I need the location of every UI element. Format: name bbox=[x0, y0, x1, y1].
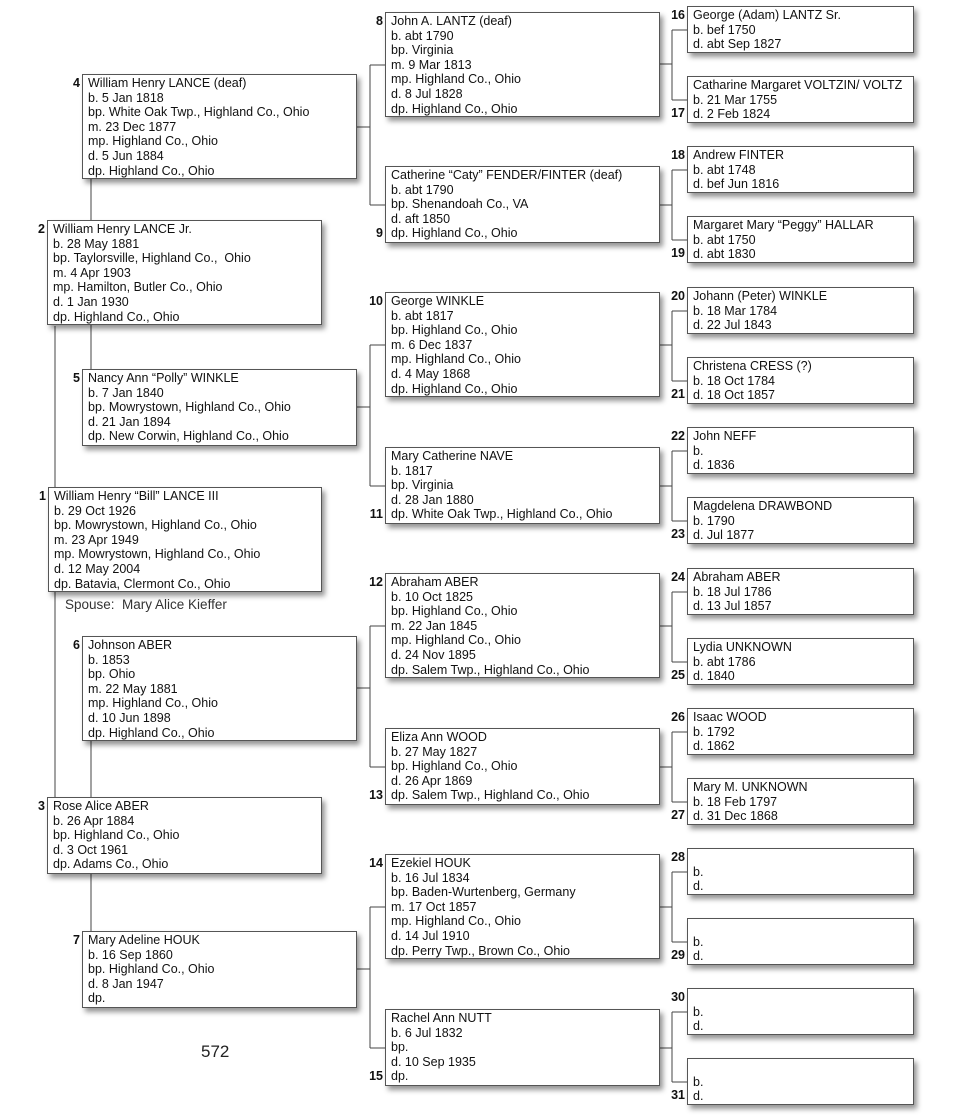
person-fact: bp. Mowrystown, Highland Co., Ohio bbox=[88, 400, 291, 415]
person-box-27 bbox=[671, 778, 914, 825]
person-fact: dp. Highland Co., Ohio bbox=[391, 381, 518, 396]
person-fact: d. bbox=[693, 949, 704, 964]
person-fact: b. 18 Oct 1784 bbox=[693, 373, 776, 388]
person-box-10 bbox=[369, 292, 660, 397]
person-fact: b. bbox=[693, 1074, 704, 1089]
person-name: Nancy Ann “Polly” WINKLE bbox=[88, 371, 239, 385]
ahnentafel-number: 9 bbox=[376, 226, 383, 241]
connector-line bbox=[660, 872, 687, 942]
person-fact: b. 1817 bbox=[391, 463, 433, 478]
person-box-23 bbox=[671, 497, 914, 544]
person-fact: b. 28 May 1881 bbox=[53, 236, 140, 251]
person-fact: d. 28 Jan 1880 bbox=[391, 492, 474, 507]
person-name: Mary M. UNKNOWN bbox=[693, 780, 808, 794]
person-box-15 bbox=[369, 1009, 660, 1086]
person-name: William Henry LANCE (deaf) bbox=[88, 76, 247, 90]
person-name: Mary Adeline HOUK bbox=[88, 933, 200, 947]
person-fact: bp. bbox=[391, 1040, 409, 1055]
person-fact: b. abt 1817 bbox=[391, 308, 454, 323]
ahnentafel-number: 1 bbox=[39, 489, 46, 503]
person-name: Johann (Peter) WINKLE bbox=[693, 289, 828, 303]
person-box-8 bbox=[376, 12, 660, 117]
connector-line bbox=[357, 626, 385, 767]
person-fact: mp. Hamilton, Butler Co., Ohio bbox=[53, 280, 223, 295]
person-fact: bp. Shenandoah Co., VA bbox=[391, 197, 529, 212]
person-fact: mp. Mowrystown, Highland Co., Ohio bbox=[54, 547, 261, 562]
ahnentafel-number: 29 bbox=[671, 948, 685, 963]
person-name: Catherine “Caty” FENDER/FINTER (deaf) bbox=[391, 168, 623, 182]
person-fact: dp. Batavia, Clermont Co., Ohio bbox=[54, 576, 231, 591]
person-fact: m. 6 Dec 1837 bbox=[391, 337, 473, 352]
person-fact: bp. Highland Co., Ohio bbox=[88, 962, 215, 977]
connector-line bbox=[660, 311, 687, 381]
ahnentafel-number: 28 bbox=[671, 850, 685, 864]
ahnentafel-number: 31 bbox=[671, 1088, 685, 1103]
person-fact: b. 10 Oct 1825 bbox=[391, 589, 474, 604]
person-fact: b. 18 Mar 1784 bbox=[693, 303, 778, 318]
person-name: Johnson ABER bbox=[88, 638, 173, 652]
person-fact: b. 16 Jul 1834 bbox=[391, 870, 470, 885]
ahnentafel-number: 6 bbox=[73, 638, 80, 652]
person-fact: bp. Highland Co., Ohio bbox=[391, 759, 518, 774]
person-name: Isaac WOOD bbox=[693, 710, 767, 724]
person-fact: d. 26 Apr 1869 bbox=[391, 773, 473, 788]
person-box-25 bbox=[671, 638, 914, 685]
person-fact: d. 5 Jun 1884 bbox=[88, 148, 164, 163]
person-fact: d. aft 1850 bbox=[391, 211, 451, 226]
person-fact: d. 1840 bbox=[693, 669, 735, 684]
person-name: Lydia UNKNOWN bbox=[693, 640, 792, 654]
person-fact: b. 18 Jul 1786 bbox=[693, 584, 772, 599]
person-fact: mp. Highland Co., Ohio bbox=[391, 352, 521, 367]
person-box-3 bbox=[38, 797, 322, 874]
person-name: Ezekiel HOUK bbox=[391, 856, 471, 870]
ahnentafel-number: 23 bbox=[671, 527, 685, 542]
person-fact: bp. Ohio bbox=[88, 667, 136, 682]
person-fact: b. 1790 bbox=[693, 513, 735, 528]
person-fact: b. bbox=[693, 934, 704, 949]
connector-line bbox=[357, 65, 385, 205]
ahnentafel-number: 10 bbox=[369, 294, 383, 308]
person-fact: dp. Highland Co., Ohio bbox=[88, 725, 215, 740]
person-box-29 bbox=[671, 918, 914, 965]
person-fact: bp. Mowrystown, Highland Co., Ohio bbox=[54, 518, 257, 533]
person-fact: d. 8 Jan 1947 bbox=[88, 976, 164, 991]
person-fact: b. 27 May 1827 bbox=[391, 744, 478, 759]
person-fact: m. 17 Oct 1857 bbox=[391, 899, 477, 914]
ahnentafel-number: 18 bbox=[671, 148, 685, 162]
ahnentafel-number: 27 bbox=[671, 808, 685, 823]
person-fact: d. bbox=[693, 1089, 704, 1104]
person-name bbox=[693, 920, 909, 935]
ahnentafel-number: 2 bbox=[38, 222, 45, 236]
person-fact: dp. Salem Twp., Highland Co., Ohio bbox=[391, 662, 590, 677]
person-name: Mary Catherine NAVE bbox=[391, 449, 514, 463]
person-fact: mp. Highland Co., Ohio bbox=[88, 696, 218, 711]
person-name: Magdelena DRAWBOND bbox=[693, 499, 833, 513]
person-name: William Henry “Bill” LANCE III bbox=[54, 489, 219, 503]
ahnentafel-number: 14 bbox=[369, 856, 383, 870]
connector-line bbox=[660, 170, 687, 240]
person-fact: b. 26 Apr 1884 bbox=[53, 813, 135, 828]
connector-line bbox=[660, 1012, 687, 1082]
person-fact: b. bbox=[693, 864, 704, 879]
person-name bbox=[693, 850, 909, 865]
ahnentafel-number: 25 bbox=[671, 668, 685, 683]
person-fact: d. 21 Jan 1894 bbox=[88, 414, 171, 429]
person-name: George (Adam) LANTZ Sr. bbox=[693, 8, 841, 22]
connector-line bbox=[660, 592, 687, 662]
person-box-26 bbox=[671, 708, 914, 755]
person-name: Andrew FINTER bbox=[693, 148, 784, 162]
person-fact: dp. bbox=[88, 991, 106, 1006]
person-fact: d. bbox=[693, 1019, 704, 1034]
ahnentafel-number: 24 bbox=[671, 570, 685, 584]
person-fact: d. 2 Feb 1824 bbox=[693, 107, 771, 122]
person-fact: mp. Highland Co., Ohio bbox=[391, 633, 521, 648]
ahnentafel-number: 17 bbox=[671, 106, 685, 121]
person-fact: b. 16 Sep 1860 bbox=[88, 947, 173, 962]
person-name: Abraham ABER bbox=[391, 575, 479, 589]
person-name: Margaret Mary “Peggy” HALLAR bbox=[693, 218, 874, 232]
person-fact: dp. Highland Co., Ohio bbox=[391, 101, 518, 116]
person-fact: d. 1862 bbox=[693, 739, 735, 754]
person-name: George WINKLE bbox=[391, 294, 485, 308]
person-name: John A. LANTZ (deaf) bbox=[391, 14, 512, 28]
page-number: 572 bbox=[201, 1042, 230, 1061]
person-name: John NEFF bbox=[693, 429, 757, 443]
person-fact: dp. White Oak Twp., Highland Co., Ohio bbox=[391, 507, 613, 522]
ahnentafel-number: 30 bbox=[671, 990, 685, 1004]
person-fact: b. 29 Oct 1926 bbox=[54, 503, 137, 518]
person-box-12 bbox=[369, 573, 660, 678]
person-box-4 bbox=[73, 74, 357, 179]
person-fact: b. abt 1790 bbox=[391, 182, 454, 197]
person-fact: b. abt 1790 bbox=[391, 28, 454, 43]
person-box-19 bbox=[671, 216, 914, 263]
ahnentafel-number: 12 bbox=[369, 575, 383, 589]
person-fact: d. abt 1830 bbox=[693, 247, 756, 262]
ahnentafel-number: 26 bbox=[671, 710, 685, 724]
person-fact: b. 6 Jul 1832 bbox=[391, 1025, 463, 1040]
person-fact: bp. White Oak Twp., Highland Co., Ohio bbox=[88, 105, 310, 120]
person-fact: bp. Highland Co., Ohio bbox=[53, 828, 180, 843]
person-fact: m. 22 Jan 1845 bbox=[391, 618, 478, 633]
person-fact: b. abt 1786 bbox=[693, 654, 756, 669]
person-box-21 bbox=[671, 357, 914, 404]
person-fact: d. Jul 1877 bbox=[693, 528, 755, 543]
person-fact: d. 31 Dec 1868 bbox=[693, 809, 778, 824]
person-fact: dp. Adams Co., Ohio bbox=[53, 857, 169, 872]
person-box-20 bbox=[671, 287, 914, 334]
person-box-7 bbox=[73, 931, 357, 1008]
person-fact: m. 22 May 1881 bbox=[88, 681, 178, 696]
person-fact: d. 4 May 1868 bbox=[391, 366, 471, 381]
person-name bbox=[693, 1060, 909, 1075]
person-fact: d. 14 Jul 1910 bbox=[391, 928, 470, 943]
person-fact: d. bbox=[693, 879, 704, 894]
ahnentafel-number: 21 bbox=[671, 387, 685, 402]
person-fact: m. 4 Apr 1903 bbox=[53, 265, 131, 280]
person-box-14 bbox=[369, 854, 660, 959]
person-box-16 bbox=[671, 6, 914, 53]
person-fact: bp. Virginia bbox=[391, 43, 454, 58]
person-fact: b. 5 Jan 1818 bbox=[88, 90, 164, 105]
person-fact: bp. Virginia bbox=[391, 478, 454, 493]
person-fact: dp. Highland Co., Ohio bbox=[53, 309, 180, 324]
person-fact: dp. Salem Twp., Highland Co., Ohio bbox=[391, 788, 590, 803]
connector-line bbox=[357, 345, 385, 486]
ahnentafel-number: 11 bbox=[369, 507, 383, 522]
person-fact: d. 1 Jan 1930 bbox=[53, 294, 129, 309]
person-fact: d. 1836 bbox=[693, 458, 735, 473]
person-name: Rachel Ann NUTT bbox=[391, 1011, 492, 1025]
ahnentafel-number: 22 bbox=[671, 429, 685, 443]
person-fact: mp. Highland Co., Ohio bbox=[391, 914, 521, 929]
connector-line bbox=[660, 451, 687, 521]
person-fact: d. 3 Oct 1961 bbox=[53, 842, 129, 857]
person-fact: b. 1792 bbox=[693, 724, 735, 739]
spouse-note: Spouse: Mary Alice Kieffer bbox=[65, 597, 227, 612]
person-fact: d. 24 Nov 1895 bbox=[391, 647, 476, 662]
person-fact: d. 18 Oct 1857 bbox=[693, 388, 776, 403]
person-fact: b. 7 Jan 1840 bbox=[88, 385, 164, 400]
person-fact: d. 12 May 2004 bbox=[54, 561, 141, 576]
person-fact: b. bef 1750 bbox=[693, 22, 756, 37]
ahnentafel-number: 7 bbox=[73, 933, 80, 947]
person-fact: d. 8 Jul 1828 bbox=[391, 86, 463, 101]
person-box-28 bbox=[671, 848, 914, 895]
person-box-30 bbox=[671, 988, 914, 1035]
person-box-2 bbox=[38, 220, 322, 325]
person-fact: b. abt 1748 bbox=[693, 162, 756, 177]
person-box-18 bbox=[671, 146, 914, 193]
person-box-11 bbox=[369, 447, 660, 524]
person-box-24 bbox=[671, 568, 914, 615]
person-fact: m. 23 Apr 1949 bbox=[54, 532, 139, 547]
person-fact: b. bbox=[693, 1004, 704, 1019]
person-name: Christena CRESS (?) bbox=[693, 359, 812, 373]
person-fact: bp. Highland Co., Ohio bbox=[391, 604, 518, 619]
person-fact: m. 9 Mar 1813 bbox=[391, 57, 472, 72]
person-fact: d. bef Jun 1816 bbox=[693, 177, 780, 192]
connector-line bbox=[660, 30, 687, 100]
person-name bbox=[693, 990, 909, 1005]
person-fact: mp. Highland Co., Ohio bbox=[88, 134, 218, 149]
person-fact: mp. Highland Co., Ohio bbox=[391, 72, 521, 87]
person-fact: b. bbox=[693, 443, 704, 458]
person-fact: dp. Highland Co., Ohio bbox=[88, 163, 215, 178]
person-fact: b. 21 Mar 1755 bbox=[693, 92, 778, 107]
person-name: Abraham ABER bbox=[693, 570, 781, 584]
person-fact: d. 22 Jul 1843 bbox=[693, 318, 772, 333]
person-name: Eliza Ann WOOD bbox=[391, 730, 487, 744]
person-fact: dp. New Corwin, Highland Co., Ohio bbox=[88, 429, 289, 444]
person-fact: b. abt 1750 bbox=[693, 232, 756, 247]
person-name: William Henry LANCE Jr. bbox=[53, 222, 192, 236]
person-fact: dp. Highland Co., Ohio bbox=[391, 226, 518, 241]
person-box-6 bbox=[73, 636, 357, 741]
connector-line bbox=[357, 907, 385, 1048]
person-fact: dp. Perry Twp., Brown Co., Ohio bbox=[391, 943, 571, 958]
person-fact: dp. bbox=[391, 1069, 409, 1084]
person-fact: d. 10 Jun 1898 bbox=[88, 710, 171, 725]
person-fact: b. 1853 bbox=[88, 652, 130, 667]
person-fact: d. abt Sep 1827 bbox=[693, 37, 782, 52]
person-fact: d. 13 Jul 1857 bbox=[693, 599, 772, 614]
person-fact: bp. Highland Co., Ohio bbox=[391, 323, 518, 338]
ahnentafel-number: 20 bbox=[671, 289, 685, 303]
person-fact: d. 10 Sep 1935 bbox=[391, 1054, 476, 1069]
person-box-13 bbox=[369, 728, 660, 805]
ahnentafel-number: 8 bbox=[376, 14, 383, 28]
ahnentafel-number: 16 bbox=[671, 8, 685, 22]
ahnentafel-number: 19 bbox=[671, 246, 685, 261]
person-box-22 bbox=[671, 427, 914, 474]
ahnentafel-number: 4 bbox=[73, 76, 80, 90]
ahnentafel-number: 5 bbox=[73, 371, 80, 385]
ahnentafel-number: 15 bbox=[369, 1069, 383, 1084]
person-box-17 bbox=[671, 76, 914, 123]
person-fact: bp. Taylorsville, Highland Co., Ohio bbox=[53, 251, 251, 266]
person-name: Catharine Margaret VOLTZIN/ VOLTZ bbox=[693, 78, 903, 92]
person-fact: bp. Baden-Wurtenberg, Germany bbox=[391, 885, 576, 900]
person-fact: m. 23 Dec 1877 bbox=[88, 119, 177, 134]
connector-line bbox=[660, 732, 687, 802]
person-box-9 bbox=[376, 166, 660, 243]
person-fact: b. 18 Feb 1797 bbox=[693, 794, 778, 809]
person-name: Rose Alice ABER bbox=[53, 799, 149, 813]
ahnentafel-number: 3 bbox=[38, 799, 45, 813]
person-box-1 bbox=[39, 487, 322, 592]
person-box-5 bbox=[73, 369, 357, 446]
person-box-31 bbox=[671, 1058, 914, 1105]
ahnentafel-number: 13 bbox=[369, 788, 383, 803]
